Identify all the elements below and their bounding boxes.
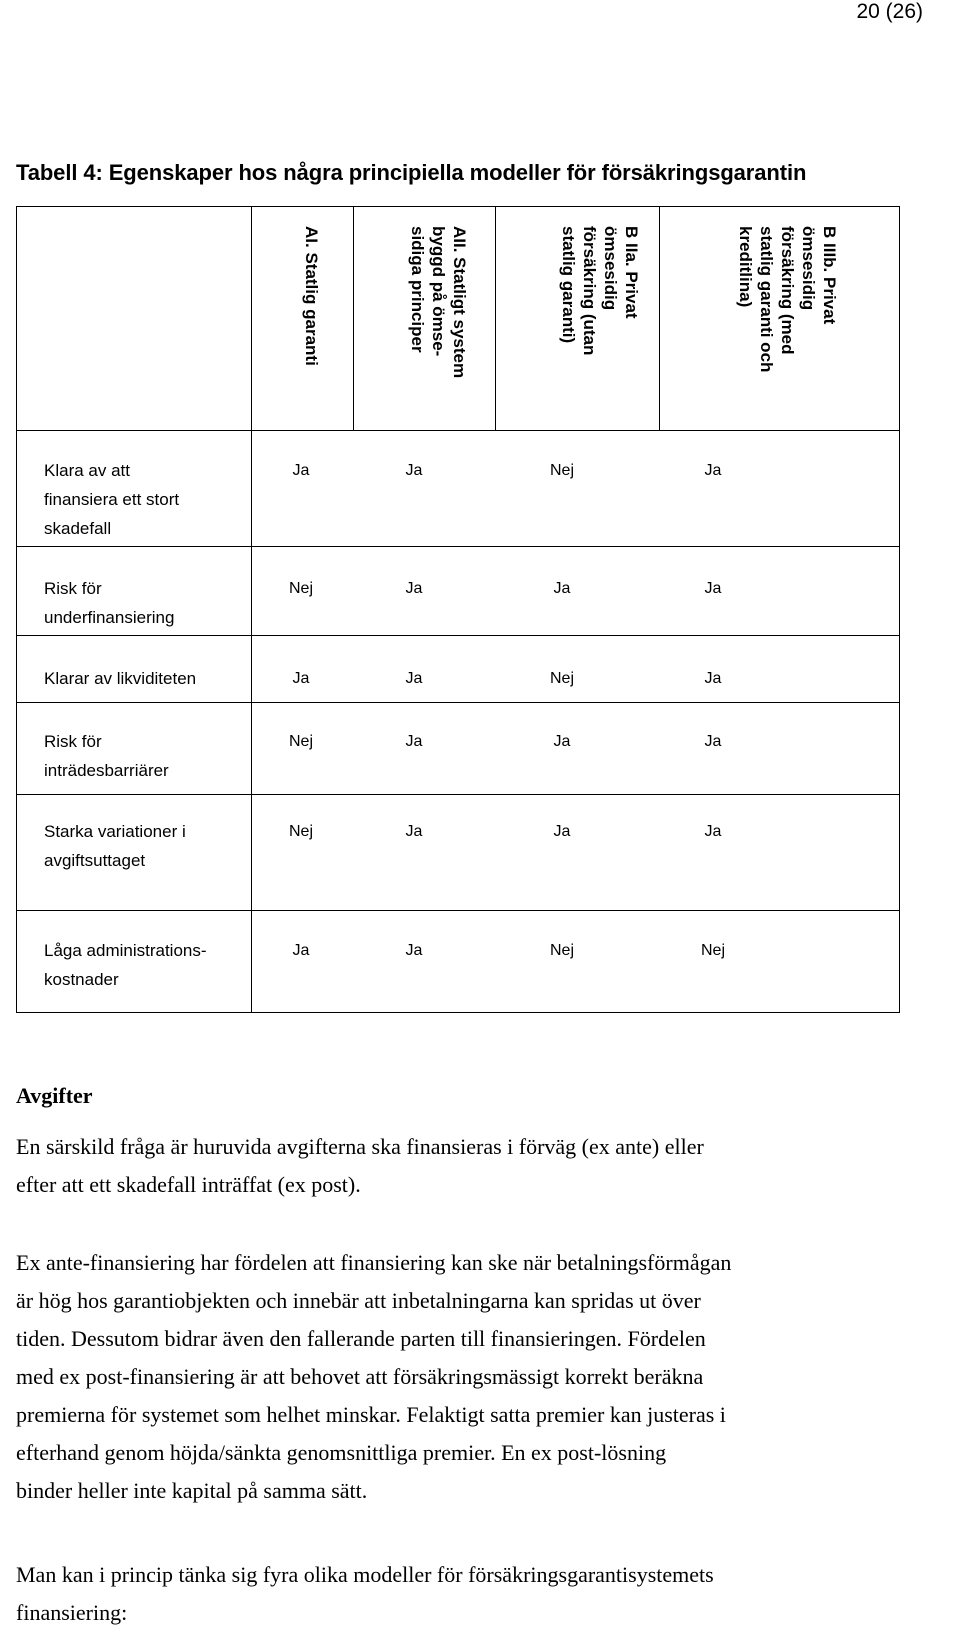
table-cell: Ja: [553, 823, 571, 840]
page-number: 20 (26): [856, 0, 923, 23]
table-cell: Ja: [704, 580, 722, 597]
table-title: Tabell 4: Egenskaper hos några principiella modeller för försäkringsgarantin: [16, 160, 807, 185]
table-cell: Nej: [549, 942, 574, 959]
row-label: Klara av att finansiera ett stort skadefall: [44, 461, 180, 538]
table-cell: Ja: [405, 580, 423, 597]
table-cell: Ja: [704, 670, 722, 687]
row-label: Starka variationer i avgiftsuttaget: [44, 822, 186, 870]
table-border-bottom: [16, 1012, 900, 1013]
row-label: Risk för inträdesbarriärer: [44, 732, 169, 780]
table-cell: Ja: [405, 942, 423, 959]
table-cell: Nej: [288, 733, 313, 750]
table-cell: Ja: [292, 942, 310, 959]
table-border-left: [16, 206, 17, 1013]
table-cell: Ja: [704, 462, 722, 479]
comparison-table: [16, 206, 900, 1055]
table-cell: Ja: [405, 670, 423, 687]
table-cell: Ja: [292, 462, 310, 479]
table-cell: Nej: [288, 823, 313, 840]
table-cell: Nej: [549, 462, 574, 479]
table-cell: Nej: [700, 942, 725, 959]
column-header-biia: B IIa. Privat ömsesidig försäkring (utan statlig garanti): [559, 226, 641, 356]
table-cell: Nej: [288, 580, 313, 597]
paragraph: Ex ante-finansiering har fördelen att finansiering kan ske när betalningsförmågan är hög hos garantiobjekten och innebär att inbetalningarna kan spridas ut över tiden. Dessutom bidrar även den fallerande parten till finansieringen. Fördelen med ex post-finansiering är att behovet att försäkringsmässigt korrekt beräkna premierna för systemet som helhet minskar. Felaktigt satta premier kan justeras i efterhand genom höjda/sänkta genomsnittliga premier. En ex post-lösning binder heller inte kapital på samma sätt.: [16, 1250, 732, 1503]
table-rule: [16, 794, 900, 795]
table-rule: [16, 546, 900, 547]
table-cell: Ja: [553, 580, 571, 597]
column-header-aii: AII. Statligt system byggd på ömse- sidiga principer: [408, 226, 469, 379]
table-rule: [16, 910, 900, 911]
table-cell: Ja: [405, 733, 423, 750]
column-header-ai: AI. Statlig garanti: [302, 226, 321, 366]
table-border-right: [899, 206, 900, 1013]
section-heading: Avgifter: [16, 1083, 93, 1108]
row-label: Klarar av likviditeten: [44, 669, 197, 688]
table-cell: Ja: [405, 823, 423, 840]
row-label: Risk för underfinansiering: [44, 579, 175, 627]
table-cell: Ja: [704, 823, 722, 840]
table-cell: Ja: [405, 462, 423, 479]
paragraph: En särskild fråga är huruvida avgifterna ska finansieras i förväg (ex ante) eller efter att ett skadefall inträffat (ex post).: [16, 1134, 704, 1197]
table-rule: [16, 635, 900, 636]
table-cell: Ja: [292, 670, 310, 687]
column-header-biiib: B IIIb. Privat ömsesidig försäkring (med statlig garanti och kreditlina): [736, 226, 839, 373]
paragraph: Man kan i princip tänka sig fyra olika modeller för försäkringsgarantisystemets finansiering:: [16, 1562, 714, 1625]
table-cell: Ja: [704, 733, 722, 750]
table-rule: [16, 702, 900, 703]
table-cell: Nej: [549, 670, 574, 687]
table-cell: Ja: [553, 733, 571, 750]
row-label: Låga administrations- kostnader: [44, 941, 207, 989]
